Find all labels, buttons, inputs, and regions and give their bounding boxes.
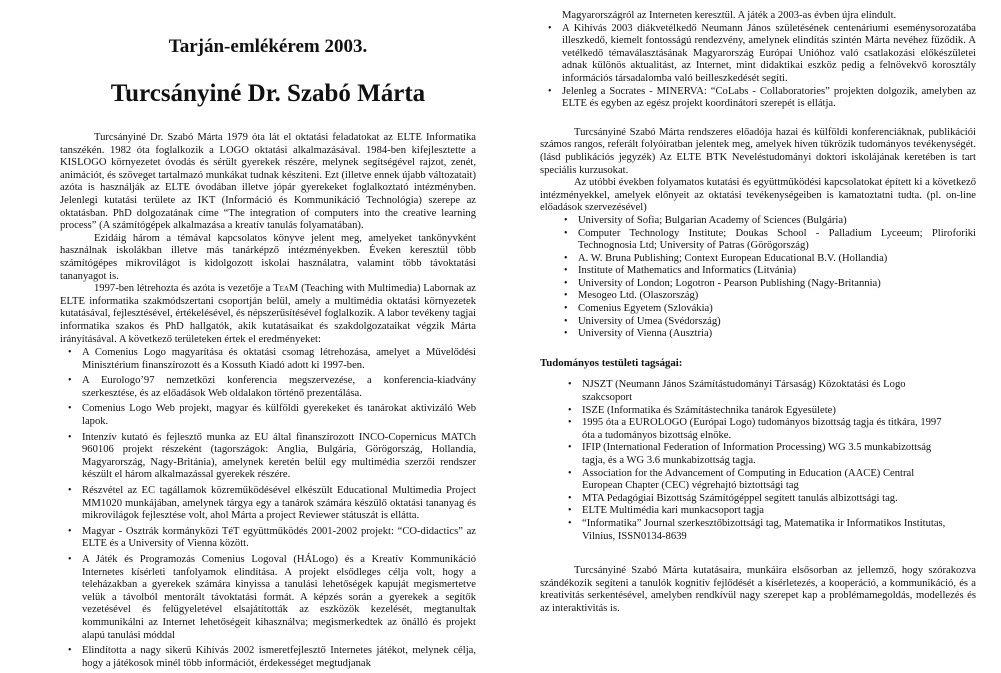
list-item: • A Comenius Logo magyarítása és oktatási csomag létrehozása, amelyet a Művelődési Minisztérium finanszírozott és a Kossuth Kiadó adott ki 1997-ben. [82, 347, 476, 372]
list-item: • University of Sofia; Bulgarian Academy of Sciences (Bulgária) [578, 215, 976, 228]
results-list-continued [540, 23, 976, 111]
list-item: • IFIP (International Federation of Information Processing) WG 3.5 munkabizottság tagja, és a WG 3.6 munkabizottság tagja. [582, 442, 946, 467]
list-item: • University of London; Logotron - Pearson Publishing (Nagy-Britannia) [578, 278, 976, 291]
list-item: • University of Umea (Svédország) [578, 316, 976, 329]
list-item: • ELTE Multimédia kari munkacsoport tagja [582, 505, 946, 518]
list-item: • Intenzív kutató és fejlesztő munka az EU által finanszírozott INCO-Copernicus MATCh 960106 projekt részeként (tagországok: Anglia, Bulgária, Görögország, Hollandia, Magyarország, Nagy-Británia), amelynek keretén belül egy multimédia szerzői rendszer készült el három alkalmazással gyerekek részére. [82, 432, 476, 482]
books-paragraph: Ezidáig három a témával kapcsolatos könyve jelent meg, amelyeket tankönyvként használnak iskolákban illetve más tanárképző intézményekben. Éveken keresztül több számítógépes mikrovilágot is kidolgozott iskolai használatra, valamint több távoktatási tananyagot is. [60, 232, 476, 282]
closing-paragraph: Turcsányiné Szabó Márta kutatásaira, munkáira elsősorban az jellemző, hogy szórakozva szándékozik segíteni a tanulók kognitív fejlődését a kísérletezés, a kooperáció, a kommunikáció, és a kreativitás serkentésével, amelyben rendkívül nagy szerepet kap a problémamegoldás, modellezés és az interaktivitás is. [540, 565, 976, 614]
team-text-after: (Teaching with Multimedia) Labornak az ELTE informatika szakmódszertani csoportján belül, amely a multimédia oktatási környezetek kutatásával, fejlesztésével, értékelésével, és népszerűsítésével foglalkozik. A labor tevékeny tagjai informatika szakos és PhD hallgatók, akik kutatásaikat és szakdolgozataikat végzik Márta irányításával. A következő területeken értek el eredményeket: [60, 283, 476, 345]
memberships-heading: Tudományos testületi tagságai: [540, 356, 683, 369]
list-item: • Institute of Mathematics and Informatics (Litvánia) [578, 265, 976, 278]
list-item: • Elindította a nagy sikerű Kihívás 2002 ismeretfejlesztő Internetes játékot, melynek célja, hogy a játékosok minél több információt, érdekességet megtudjanak [82, 645, 476, 670]
list-item: • MTA Pedagógiai Bizottság Számítógéppel segített tanulás albizottsági tag. [582, 493, 946, 506]
list-item: • ISZE (Informatika és Számítástechnika tanárok Egyesülete) [582, 405, 946, 418]
list-item: • A Eurologo’97 nemzetközi konferencia megszervezése, a konferencia-kiadvány szerkesztése, és az előadások Web oldalakon történő prezentálása. [82, 375, 476, 400]
list-item: • 1995 óta a EUROLOGO (Európai Logo) tudományos bizottság tagja és titkára, 1997 óta a tudományos bizottság elnöke. [582, 417, 946, 442]
memberships-list [540, 379, 976, 543]
list-item: • Magyar - Osztrák kormányközi TéT együttműködés 2001-2002 projekt: “CO-didactics” az ELTE és a University of Vienna között. [82, 526, 476, 551]
list-item: • Mesogeo Ltd. (Olaszország) [578, 290, 976, 303]
right-body [540, 10, 976, 616]
results-list [60, 347, 476, 670]
list-item: • A Játék és Programozás Comenius Logoval (HÁLogo) és a Kreatív Kommunikáció Internetes kísérleti tanfolyamok elindítása. A projekt elsődleges célja volt, hogy a teleházakban a gyerekek számára kinyissa a tanulási lehetőségek kapuját megismertetve velük a távolból mentorált távoktatási formát. A képzés során a gyerekek a segítők vezetésével és felügyeletével elsajátították az eszközök kezelését, megtanultak kommunikálni az Internet lehetőségeit kihasználva; megismerkedtek az önálló és projekt alapú tanulási móddal [82, 554, 476, 642]
intro-paragraph: Turcsányiné Dr. Szabó Márta 1979 óta lát el oktatási feladatokat az ELTE Informatika tanszékén. 1982 óta foglalkozik a LOGO oktatási alkalmazásával. 1984-ben kifejlesztette a KISLOGO környezetet óvodás és sérült gyerekek részére, melynek segítségével rajzot, zenét, animációt, és szöveget tartalmazó munkákat tudnak késziteni. Ezt (illetve ennek újabb változatait) azóta is használják az ELTE óvodában illetve jópár gyerekeket foglalkoztató intézményben. Jelenlegi kutatási területe az IKT (Információ és Kommunikáció Technológia) szerepe az oktatásban. PhD dolgozatának címe “The integration of computers into the creative learning process” (A számítógépek alkalmazása a kreatív tanulás folyamatában). [60, 132, 476, 232]
team-text-before: 1997-ben létrehozta és azóta is vezetője a [94, 283, 274, 295]
team-name: TeaM [273, 283, 299, 295]
list-item: • Részvétel az EC tagállamok közreműködésével elkészült Educational Multimedia Project MM1020 munkájában, amelynek tárgya egy a tanárok számára készülő oktatási tananyag és mikrovilágok fejlesztése volt, ahol Márta a project Reviewer státuszát is ellátta. [82, 485, 476, 523]
continued-line: Magyarországról az Interneten keresztül. A játék a 2003-as évben újra elindult. [562, 10, 897, 21]
left-page [60, 0, 476, 669]
list-item: • “Informatika” Journal szerkesztőbizottsági tag, Matematika ir Informatikos Institutas, Vilnius, ISSN0134-8639 [582, 518, 946, 543]
list-item: • University of Vienna (Ausztria) [578, 328, 976, 341]
list-item: • A. W. Bruna Publishing; Context European Educational B.V. (Hollandia) [578, 253, 976, 266]
institutions-list [540, 215, 976, 341]
left-body [60, 132, 476, 673]
list-item: • NJSZT (Neumann János Számítástudományi Társaság) Közoktatási és Logo szakcsoport [582, 379, 946, 404]
list-item: • Jelenleg a Socrates - MINERVA: “CoLabs - Collaboratories” projekten dolgozik, amelyben az ELTE és egyben az egész projekt koordinátori szerepét is ellátja. [562, 86, 976, 111]
team-paragraph [60, 283, 476, 346]
list-item: • A Kihívás 2003 diákvetélkedő Neumann János születésének centenáriumi eseménysorozatába illeszkedő, kiemelt fontosságú rendezvény, amelynek elindítás szintén Márta nevéhez fűződik. A vetélkedő témaválasztásának Magyarország Európai Unióhoz való csatlakozási előkészületei adnak különös aktualitást, az Internet, mint didaktikai eszköz pedig a felnövekvő korosztály információs társadalomba való beilleszkedését segíti. [562, 23, 976, 86]
list-item: • Computer Technology Institute; Doukas School - Palladium Lyceeum; Pliroforiki Technognosia Ltd; University of Patras (Görögország) [578, 228, 976, 253]
right-page [540, 0, 976, 669]
list-item: • Comenius Egyetem (Szlovákia) [578, 303, 976, 316]
list-item: • Comenius Logo Web projekt, magyar és külföldi gyerekeket és tanárokat aktivizáló Web lapok. [82, 403, 476, 428]
conferences-paragraph: Turcsányiné Szabó Márta rendszeres előadója hazai és külföldi konferenciáknak, publikációi számos rangos, referált folyóiratban jelentek meg, amelyek híven tükrözik tudományos tevékenységét. (lásd publikációs jegyzék) Az ELTE BTK Neveléstudományi doktori iskolájának keretében is tart speciális kurzusokat. [540, 126, 976, 176]
name-title: Turcsányiné Dr. Szabó Márta [110, 80, 426, 107]
cooperation-paragraph: Az utóbbi években folyamatos kutatási és együttműködési kapcsolatokat épített ki a következő intézményekkel, amelyek előnyeit az oktatási tevékenységeiben is kamatoztatni tudta. (pl. on-line előadások szervezésével) [540, 177, 976, 214]
award-title: Tarján-emlékérem 2003. [168, 36, 368, 57]
list-item: • Association for the Advancement of Computing in Education (AACE) Central European Chapter (CEC) végrehajtó biztottsági tag [582, 468, 946, 493]
